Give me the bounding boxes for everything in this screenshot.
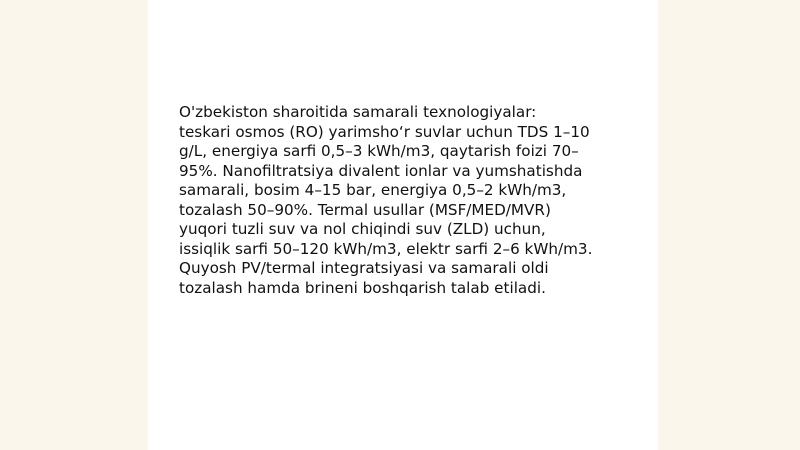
- body-paragraph: O'zbekiston sharoitida samarali texnologiyalar: teskari osmos (RO) yarimsho‘r suvlar uchun TDS 1–10 g/L, energiya sarfi 0,5–3 kWh/m3, qaytarish foizi 70– 95%. Nanofiltratsiya divalent ionlar va yumshatishda samarali, bosim 4–15 bar, energiya 0,5–2 kWh/m3, tozalash 50–90%. Termal usullar (MSF/MED/MVR) yuqori tuzli suv va nol chiqindi suv (ZLD) uchun, issiqlik sarfi 50–120 kWh/m3, elektr sarfi 2–6 kWh/m3. Quyosh PV/termal integratsiyasi va samarali oldi tozalash hamda brineni boshqarish talab etiladi.: [179, 103, 593, 297]
- document-page: [148, 0, 658, 450]
